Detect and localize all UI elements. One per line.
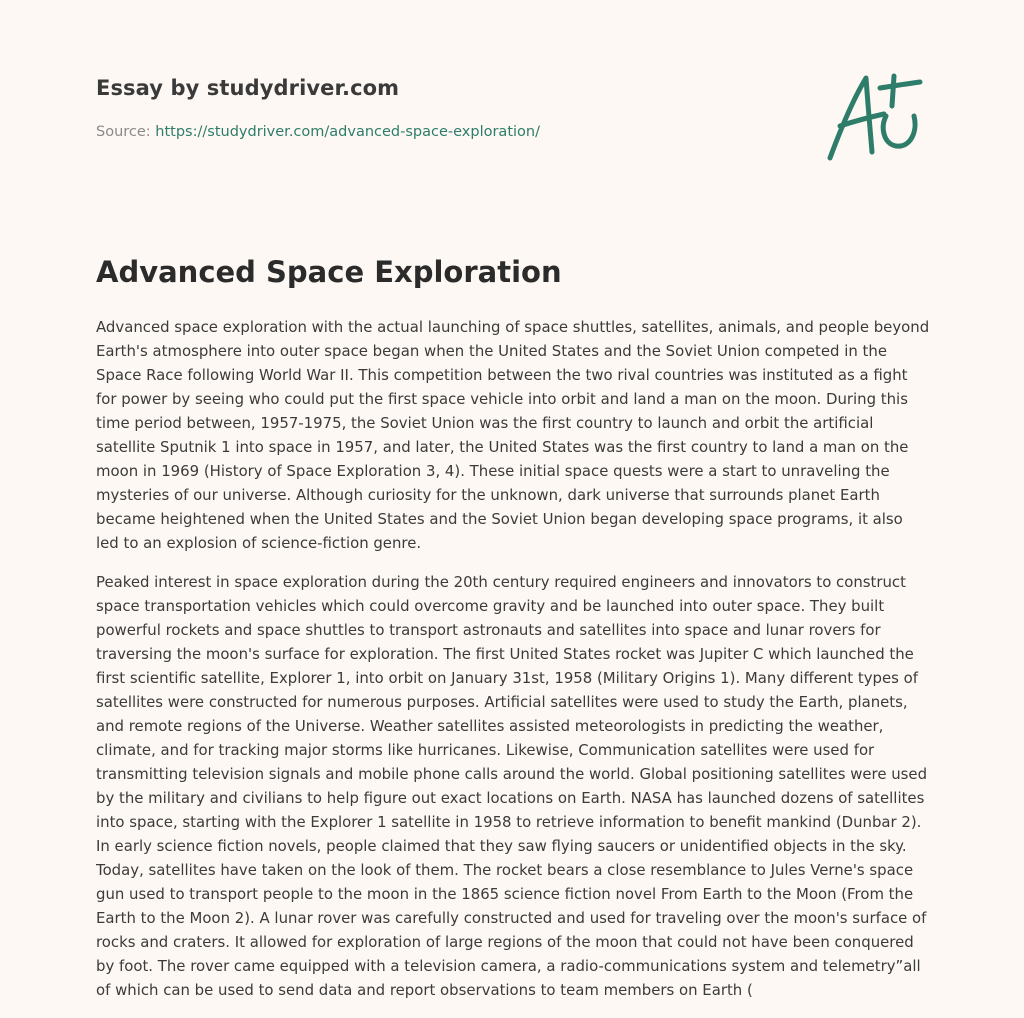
paragraph: Advanced space exploration with the actual launching of space shuttles, satellites, animals, and people beyond Earth's atmosphere into outer space began when the United States and the Soviet Union competed in the Space Race following World War II. This competition between the two rival countries was instituted as a fight for power by seeing who could put the first space vehicle into orbit and land a man on the moon. During this time period between, 1957-1975, the Soviet Union was the first country to launch and orbit the artificial satellite Sputnik 1 into space in 1957, and later, the United States was the first country to land a man on the moon in 1969 (History of Space Exploration 3, 4). These initial space quests were a start to unraveling the mysteries of our universe. Although curiosity for the unknown, dark universe that surrounds planet Earth became heightened when the United States and the Soviet Union began developing space programs, it also led to an explosion of science-fiction genre.: [96, 318, 930, 552]
source-link[interactable]: https://studydriver.com/advanced-space-exploration/: [155, 124, 540, 140]
article-body: [96, 315, 930, 1017]
source-label: Source:: [96, 124, 151, 140]
a-plus-grade-icon: [822, 66, 932, 166]
source-line: [96, 124, 540, 140]
article-title: Advanced Space Exploration: [96, 255, 562, 289]
paragraph: Peaked interest in space exploration during the 20th century required engineers and innovators to construct space transportation vehicles which could overcome gravity and be launched into outer space. They built powerful rockets and space shuttles to transport astronauts and satellites into space and lunar rovers for traversing the moon's surface for exploration. The first United States rocket was Jupiter C which launched the first scientific satellite, Explorer 1, into orbit on January 31st, 1958 (Military Origins 1). Many different types of satellites were constructed for numerous purposes. Artificial satellites were used to study the Earth, planets, and remote regions of the Universe. Weather satellites assisted meteorologists in predicting the weather, climate, and for tracking major storms like hurricanes. Likewise, Communication satellites were used for transmitting television signals and mobile phone calls around the world. Global positioning satellites were used by the military and civilians to help figure out exact locations on Earth. NASA has launched dozens of satellites into space, starting with the Explorer 1 satellite in 1958 to retrieve information to benefit mankind (Dunbar 2). In early science fiction novels, people claimed that they saw flying saucers or unidentified objects in the sky. Today, satellites have taken on the look of them. The rocket bears a close resemblance to Jules Verne's space gun used to transport people to the moon in the 1865 science fiction novel From Earth to the Moon (From the Earth to the Moon 2). A lunar rover was carefully constructed and used for traveling over the moon's surface of rocks and craters. It allowed for exploration of large regions of the moon that could not have been conquered by foot. The rover came equipped with a television camera, a radio-communications system and telemetry”all of which can be used to send data and report observations to team members on Earth (: [96, 573, 928, 999]
site-brand: Essay by studydriver.com: [96, 76, 400, 100]
